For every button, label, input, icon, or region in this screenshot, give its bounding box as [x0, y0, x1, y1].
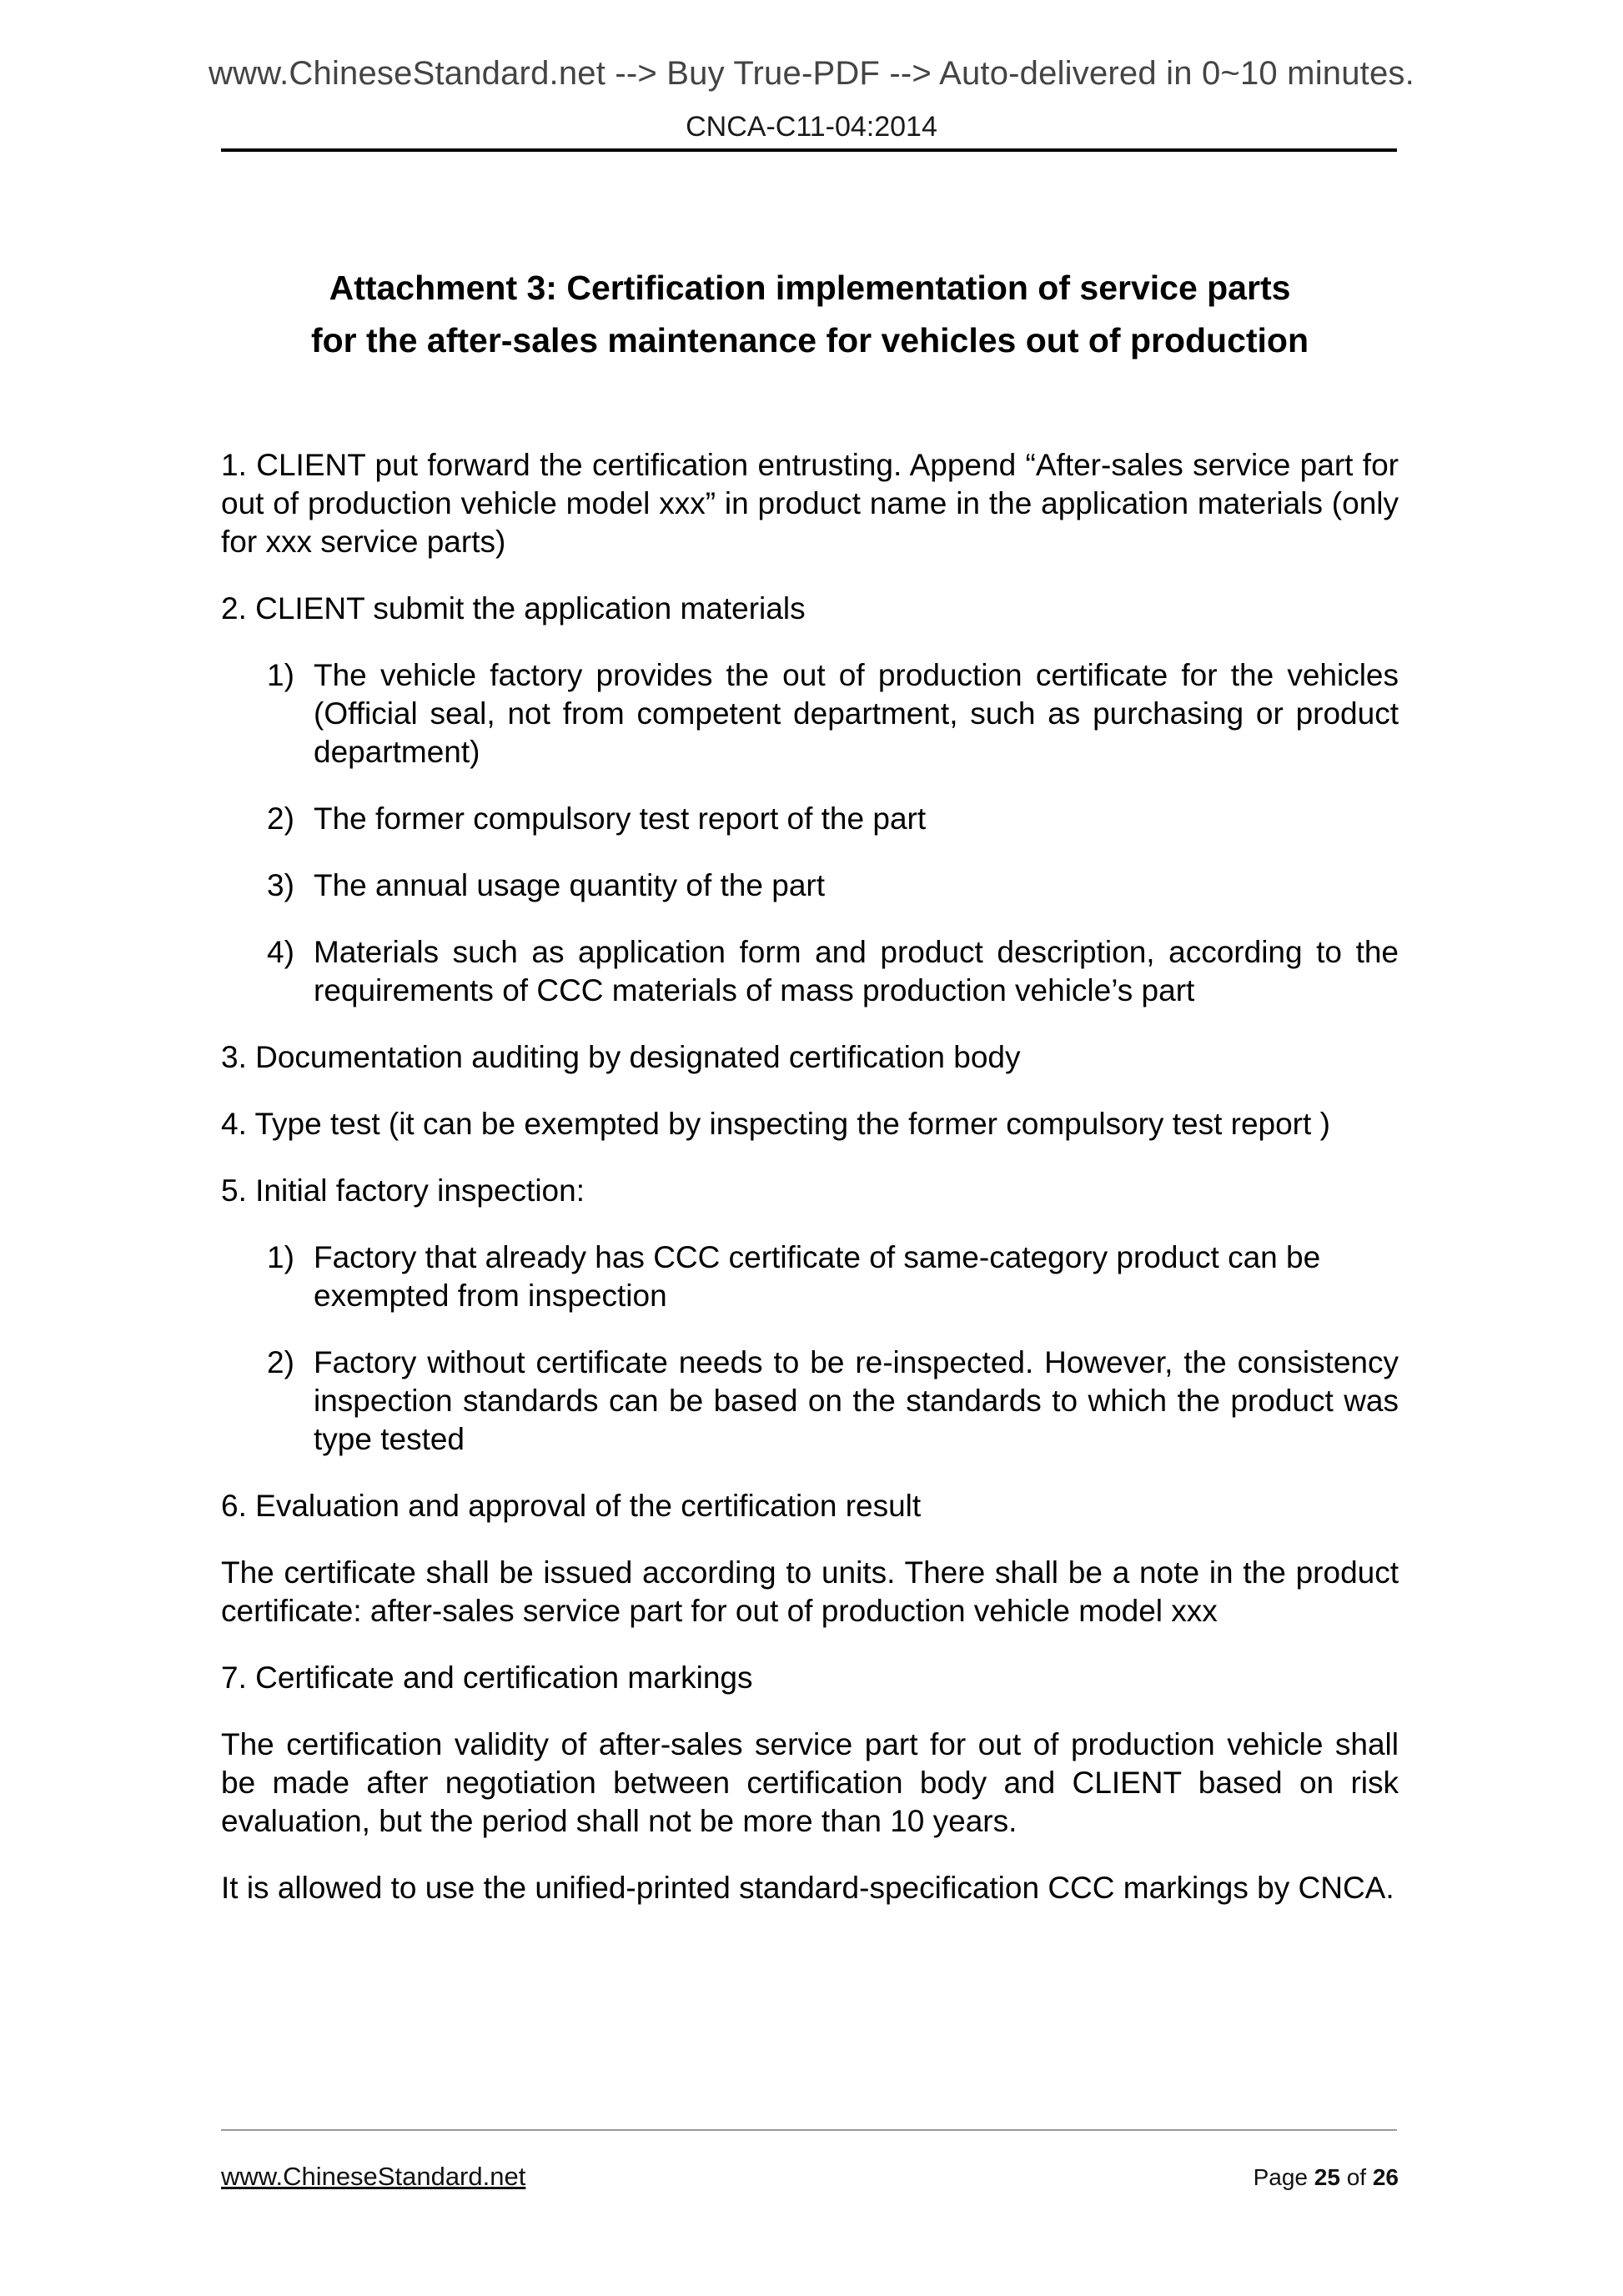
clause-5: 5. Initial factory inspection: [221, 1173, 585, 1208]
list-item [267, 867, 1399, 905]
footer-site-link[interactable]: www.ChineseStandard.net [221, 2162, 526, 2191]
list-item [267, 656, 1399, 771]
paragraph-markings: It is allowed to use the unified-printed standard-specification CCC markings by CNCA. [221, 1871, 1394, 1905]
list-item [267, 800, 1399, 838]
header-divider [221, 148, 1397, 152]
list-item [267, 1344, 1399, 1459]
page-title [221, 262, 1399, 367]
clause-1: 1. CLIENT put forward the certification entrusting. Append “After-sales service part for out of production vehicle model xxx” in product name in the application materials (only for xxx service parts) [221, 448, 1399, 559]
list-item-text: The vehicle factory provides the out of production certificate for the vehicles (Official seal, not from competent department, such as purchasing or product department) [314, 658, 1399, 769]
list-item-text: Factory without certificate needs to be re-inspected. However, the consistency inspection standards can be based on the standards to which the product was type tested [314, 1345, 1399, 1456]
clause-5-sublist [221, 1238, 1399, 1459]
list-item [267, 933, 1399, 1010]
list-marker: 4) [267, 935, 294, 969]
list-marker: 1) [267, 658, 294, 692]
list-item-text: The former compulsory test report of the part [314, 801, 927, 836]
document-code: CNCA-C11-04:2014 [686, 111, 937, 143]
clause-3: 3. Documentation auditing by designated certification body [221, 1040, 1021, 1074]
page-label: Page [1253, 2164, 1308, 2190]
page-title-line-1: Attachment 3: Certification implementation of service parts [329, 269, 1291, 308]
list-marker: 2) [267, 801, 294, 836]
clause-6: 6. Evaluation and approval of the certification result [221, 1489, 922, 1523]
list-marker: 2) [267, 1345, 294, 1379]
page-title-line-2: for the after-sales maintenance for vehicles out of production [310, 321, 1309, 360]
paragraph-validity: The certification validity of after-sales service part for out of production vehicle shall be made after negotiation between certification body and CLIENT based on risk evaluation, but the period shall not be more than 10 years. [221, 1727, 1399, 1838]
list-item-text: Factory that already has CCC certificate of same-category product can be exempted from inspection [314, 1240, 1321, 1313]
page-current: 25 [1314, 2164, 1340, 2190]
page-total: 26 [1372, 2164, 1399, 2190]
document-body [221, 446, 1399, 1936]
list-item-text: The annual usage quantity of the part [314, 868, 825, 902]
list-item-text: Materials such as application form and product description, according to the requirements of CCC materials of mass production vehicle’s part [314, 935, 1399, 1007]
clause-2: 2. CLIENT submit the application materials [221, 591, 806, 625]
site-watermark: www.ChineseStandard.net --> Buy True-PDF --> Auto-delivered in 0~10 minutes. [209, 55, 1414, 92]
list-marker: 3) [267, 868, 294, 902]
footer-divider [221, 2129, 1397, 2131]
page-of-label: of [1346, 2164, 1367, 2190]
clause-2-sublist [221, 656, 1399, 1010]
page-footer [221, 2162, 1399, 2192]
paragraph-certificate-note: The certificate shall be issued according to units. There shall be a note in the product certificate: after-sales service part for out of production vehicle model xxx [221, 1555, 1399, 1628]
page-number-indicator [1254, 2164, 1399, 2191]
clause-4: 4. Type test (it can be exempted by inspecting the former compulsory test report ) [221, 1107, 1330, 1141]
list-marker: 1) [267, 1240, 294, 1274]
clause-7: 7. Certificate and certification markings [221, 1660, 753, 1695]
list-item [267, 1238, 1399, 1315]
